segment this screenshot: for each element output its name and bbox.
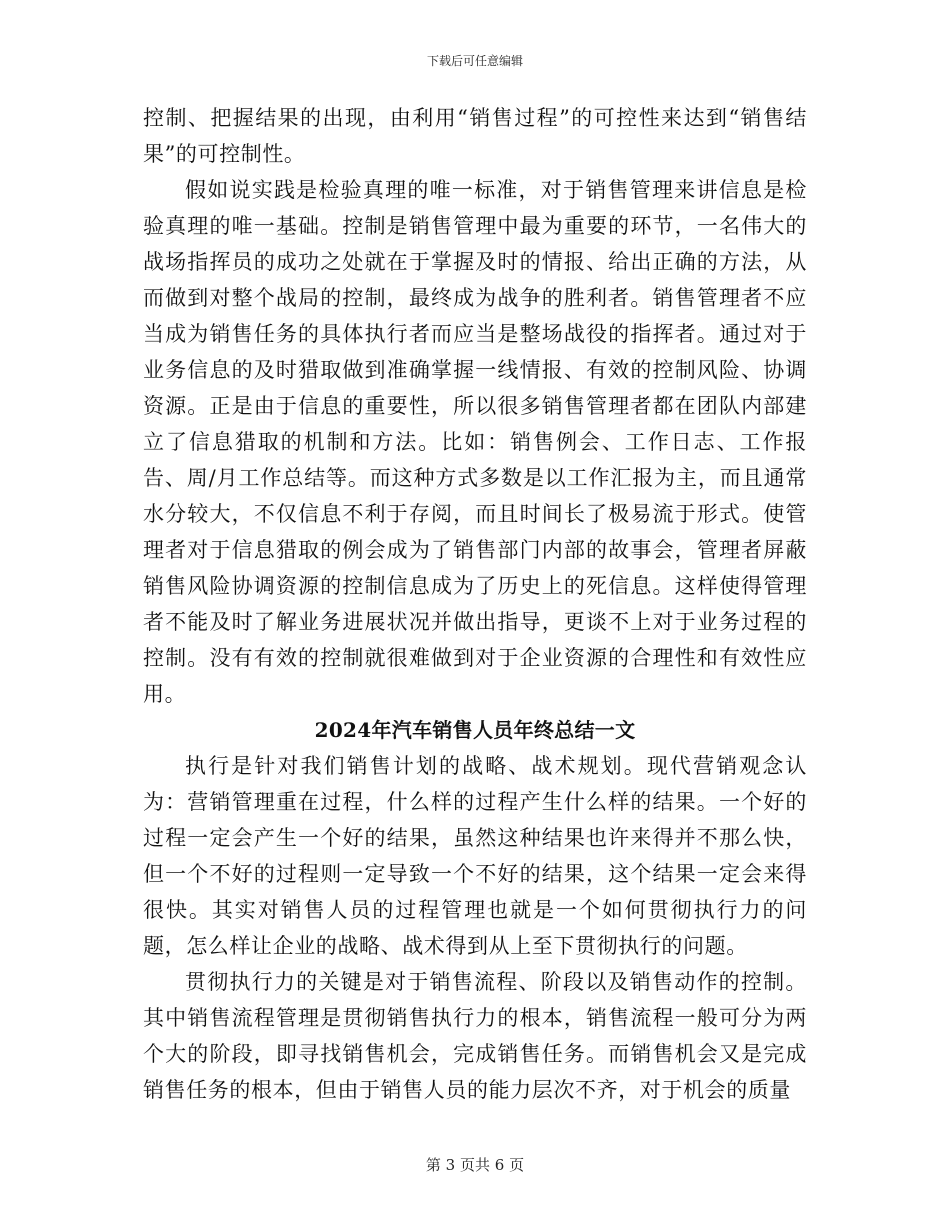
paragraph-information: 假如说实践是检验真理的唯一标准，对于销售管理来讲信息是检验真理的唯一基础。控制是销售管理中最为重要的环节，一名伟大的战场指挥员的成功之处就在于掌握及时的情报、给出正确的方法，从而做到对整个战局的控制，最终成为战争的胜利者。销售管理者不应当成为销售任务的具体执行者而应当是整场战役的指挥者。通过对于业务信息的及时猎取做到准确掌握一线情报、有效的控制风险、协调资源。正是由于信息的重要性，所以很多销售管理者都在团队内部建立了信息猎取的机制和方法。比如：销售例会、工作日志、工作报告、周/月工作总结等。而这种方式多数是以工作汇报为主，而且通常水分较大，不仅信息不利于存阅，而且时间长了极易流于形式。使管理者对于信息猎取的例会成为了销售部门内部的故事会，管理者屏蔽销售风险协调资源的控制信息成为了历史上的死信息。这样使得管理者不能及时了解业务进展状况并做出指导，更谈不上对于业务过程的控制。没有有效的控制就很难做到对于企业资源的合理性和有效性应用。 [143,178,807,706]
page-header: 下载后可任意编辑 [426,54,523,68]
document-body [143,100,807,1108]
page-footer: 第 3 页共 6 页 [425,1156,525,1174]
section-title: 2024年汽车销售人员年终总结一文 [314,718,636,742]
paragraph-continuation: 控制、把握结果的出现，由利用“销售过程”的可控性来达到“销售结果”的可控制性。 [143,106,807,166]
paragraph-execution: 执行是针对我们销售计划的战略、战术规划。现代营销观念认为：营销管理重在过程，什么样的过程产生什么样的结果。一个好的过程一定会产生一个好的结果，虽然这种结果也许来得并不那么快，但一个不好的过程则一定导致一个不好的结果，这个结果一定会来得很快。其实对销售人员的过程管理也就是一个如何贯彻执行力的问题，怎么样让企业的战略、战术得到从上至下贯彻执行的问题。 [143,754,807,958]
paragraph-process: 贯彻执行力的关键是对于销售流程、阶段以及销售动作的控制。其中销售流程管理是贯彻销售执行力的根本，销售流程一般可分为两个大的阶段，即寻找销售机会，完成销售任务。而销售机会又是完成销售任务的根本，但由于销售人员的能力层次不齐，对于机会的质量 [143,970,807,1102]
